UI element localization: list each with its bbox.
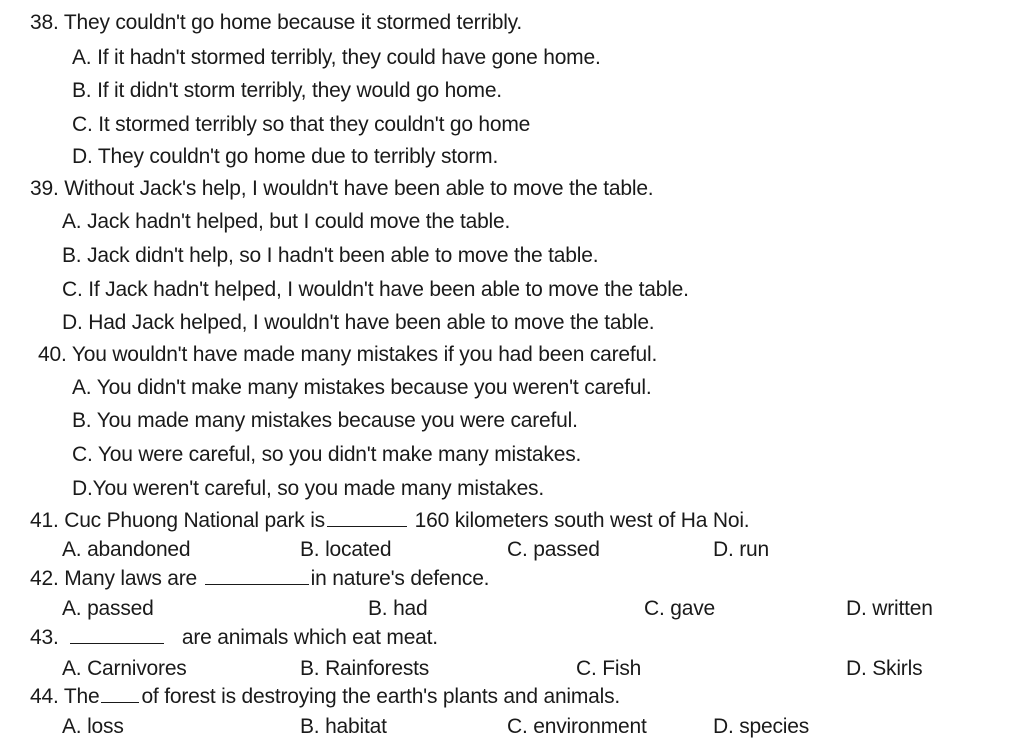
option-43-c: C. Fish <box>576 657 642 680</box>
question-number: 42. <box>30 567 59 590</box>
option-43-b: B. Rainforests <box>300 657 430 680</box>
option-39-d: D. Had Jack helped, I wouldn't have been able to move the table. <box>62 311 655 334</box>
question-42 <box>30 568 489 589</box>
option-42-c: C. gave <box>644 597 715 620</box>
option-38-b: B. If it didn't storm terribly, they would go home. <box>72 79 502 102</box>
question-43 <box>30 627 438 648</box>
option-41-b: B. located <box>300 538 392 561</box>
option-44-b: B. habitat <box>300 715 387 738</box>
question-stem-before: The <box>63 685 100 708</box>
question-40 <box>38 344 657 365</box>
question-stem: They couldn't go home because it stormed terribly. <box>63 11 523 34</box>
question-stem-before: Cuc Phuong National park is <box>64 509 325 532</box>
question-number: 40. <box>38 343 67 366</box>
option-39-a: A. Jack hadn't helped, but I could move the table. <box>62 210 511 233</box>
question-number: 38. <box>30 11 59 34</box>
question-39 <box>30 178 653 199</box>
option-40-c: C. You were careful, so you didn't make many mistakes. <box>72 443 582 466</box>
option-43-d: D. Skirls <box>846 657 923 680</box>
option-44-a: A. loss <box>62 715 124 738</box>
option-44-c: C. environment <box>507 715 647 738</box>
question-stem: Without Jack's help, I wouldn't have been able to move the table. <box>64 177 654 200</box>
answer-blank <box>205 583 309 585</box>
question-number: 44. <box>30 685 59 708</box>
question-stem-after: of forest is destroying the earth's plants and animals. <box>141 685 621 708</box>
option-38-d: D. They couldn't go home due to terribly storm. <box>72 145 499 168</box>
question-stem-after: 160 kilometers south west of Ha Noi. <box>414 509 750 532</box>
question-44 <box>30 686 620 707</box>
question-number: 41. <box>30 509 59 532</box>
question-stem-after: in nature's defence. <box>310 567 490 590</box>
answer-blank <box>327 525 407 527</box>
option-39-b: B. Jack didn't help, so I hadn't been able to move the table. <box>62 244 599 267</box>
option-42-d: D. written <box>846 597 933 620</box>
option-44-d: D. species <box>713 715 810 738</box>
option-40-b: B. You made many mistakes because you were careful. <box>72 409 578 432</box>
option-41-a: A. abandoned <box>62 538 191 561</box>
option-40-a: A. You didn't make many mistakes because you weren't careful. <box>72 376 652 399</box>
option-38-c: C. It stormed terribly so that they couldn't go home <box>72 113 531 136</box>
option-41-d: D. run <box>713 538 769 561</box>
option-42-a: A. passed <box>62 597 154 620</box>
answer-blank <box>101 701 139 703</box>
question-stem-before: Many laws are <box>64 567 198 590</box>
option-41-c: C. passed <box>507 538 600 561</box>
question-stem-after: are animals which eat meat. <box>181 626 438 649</box>
option-43-a: A. Carnivores <box>62 657 187 680</box>
option-42-b: B. had <box>368 597 428 620</box>
answer-blank <box>70 642 164 644</box>
question-stem: You wouldn't have made many mistakes if you had been careful. <box>71 343 658 366</box>
question-38 <box>30 12 522 33</box>
option-40-d: D.You weren't careful, so you made many mistakes. <box>72 477 544 500</box>
option-39-c: C. If Jack hadn't helped, I wouldn't have been able to move the table. <box>62 278 689 301</box>
question-41 <box>30 510 749 531</box>
question-number: 43. <box>30 626 59 649</box>
question-number: 39. <box>30 177 59 200</box>
option-38-a: A. If it hadn't stormed terribly, they could have gone home. <box>72 46 601 69</box>
